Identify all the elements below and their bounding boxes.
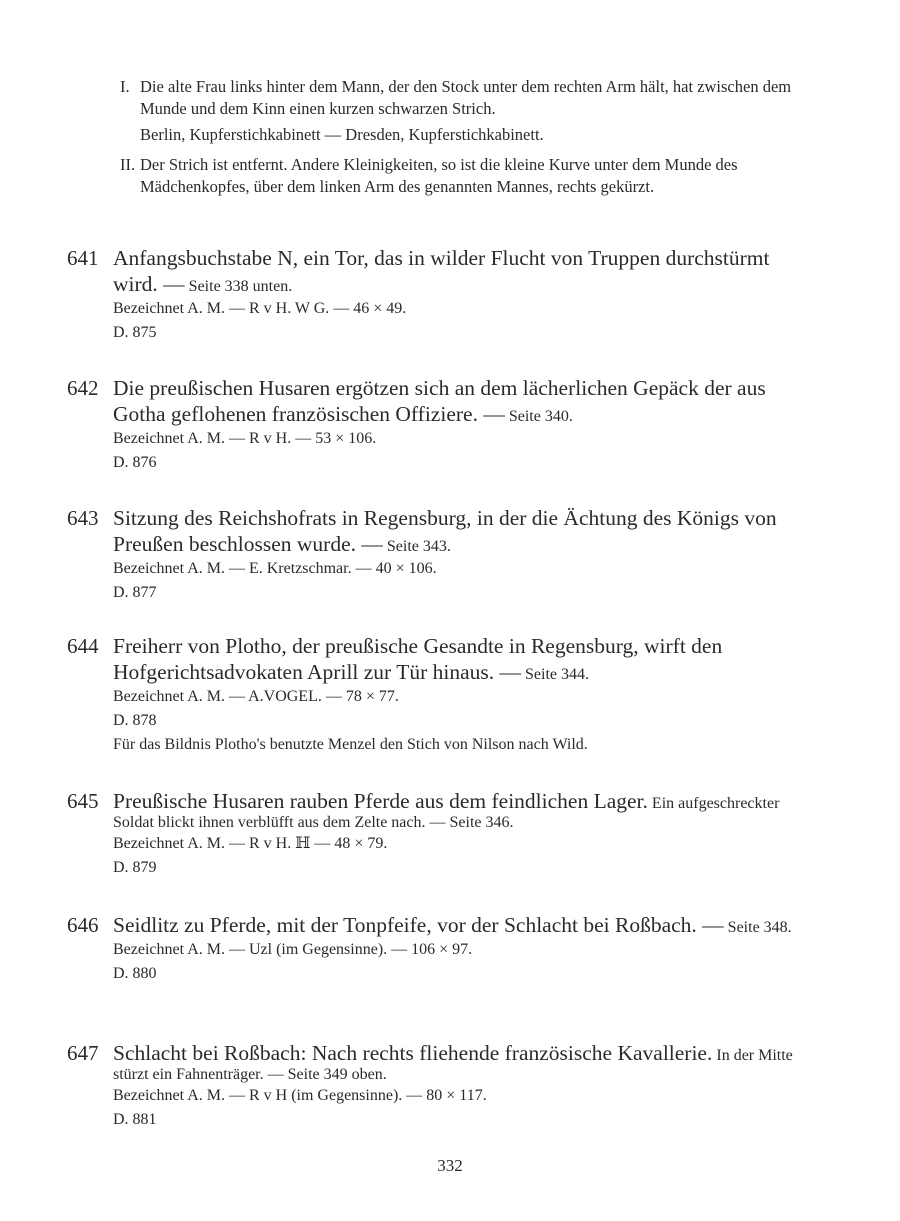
entry-number: 645 (67, 789, 99, 813)
entry-page-reference: Seite 338 unten. (188, 278, 293, 295)
catalog-entry (67, 505, 819, 605)
entry-signature: Bezeichnet A. M. — A.VOGEL. — 78 × 77. (113, 688, 399, 705)
entry-number: 642 (67, 376, 99, 400)
state-text: Der Strich ist entfernt. Andere Kleinigkeiten, so ist die kleine Kurve unter dem Munde des Mädchenkopfes, über dem linken Arm des genannten Mannes, rechts gekürzt. (140, 155, 738, 196)
state-number: I. (120, 77, 130, 96)
entry-signature: Bezeichnet A. M. — E. Kretzschmar. — 40 × 106. (113, 560, 437, 577)
entry-catalog-number: D. 879 (113, 859, 157, 876)
entry-page-reference: Seite 348. (727, 919, 792, 936)
entry-signature: Bezeichnet A. M. — R v H (im Gegensinne). — 80 × 117. (113, 1087, 487, 1104)
entry-title: Anfangsbuchstabe N, ein Tor, das in wilder Flucht von Truppen durchstürmt wird. — (113, 246, 770, 296)
entry-page-reference: Ein aufgeschreckter Soldat blickt ihnen verblüfft aus dem Zelte nach. — Seite 346. (113, 795, 780, 831)
entry-catalog-number: D. 876 (113, 454, 157, 471)
catalog-entry (67, 912, 819, 986)
entry-number: 646 (67, 913, 99, 937)
entry-catalog-number: D. 877 (113, 584, 157, 601)
entry-title: Seidlitz zu Pferde, mit der Tonpfeife, vor der Schlacht bei Roßbach. — (113, 913, 724, 937)
state-item (120, 154, 825, 198)
state-note: Berlin, Kupferstichkabinett — Dresden, Kupferstichkabinett. (140, 125, 544, 144)
entry-page-reference: In der Mitte stürzt ein Fahnenträger. — Seite 349 oben. (113, 1047, 793, 1083)
entry-catalog-number: D. 880 (113, 965, 157, 982)
entry-title: Schlacht bei Roßbach: Nach rechts fliehende französische Kavallerie. (113, 1041, 713, 1065)
page-number: 332 (437, 1156, 463, 1175)
entry-page-reference: Seite 344. (525, 666, 590, 683)
state-text: Die alte Frau links hinter dem Mann, der den Stock unter dem rechten Arm hält, hat zwischen dem Munde und dem Kinn einen kurzen schwarzen Strich. (140, 77, 792, 118)
state-number: II. (120, 155, 136, 174)
entry-title: Freiherr von Plotho, der preußische Gesandte in Regensburg, wirft den Hofgerichtsadvokaten Aprill zur Tür hinaus. — (113, 634, 723, 684)
entry-signature: Bezeichnet A. M. — R v H. — 53 × 106. (113, 430, 377, 447)
entry-signature: Bezeichnet A. M. — R v H. W G. — 46 × 49. (113, 300, 407, 317)
entry-page-reference: Seite 343. (386, 538, 451, 555)
entry-catalog-number: D. 881 (113, 1111, 157, 1128)
entry-number: 644 (67, 634, 99, 658)
entry-signature: Bezeichnet A. M. — R v H. ℍ — 48 × 79. (113, 835, 388, 852)
entry-number: 647 (67, 1041, 99, 1065)
state-item (120, 76, 825, 146)
catalog-entry (67, 788, 819, 880)
entry-catalog-number: D. 878 (113, 712, 157, 729)
entry-title: Sitzung des Reichshofrats in Regensburg, in der die Ächtung des Königs von Preußen beschlossen wurde. — (113, 506, 777, 556)
entry-number: 643 (67, 506, 99, 530)
entry-catalog-number: D. 875 (113, 324, 157, 341)
entry-note: Für das Bildnis Plotho's benutzte Menzel den Stich von Nilson nach Wild. (113, 736, 588, 753)
catalog-entry (67, 245, 819, 345)
entry-signature: Bezeichnet A. M. — Uzl (im Gegensinne). — 106 × 97. (113, 941, 473, 958)
catalog-entry (67, 633, 819, 757)
entry-title: Die preußischen Husaren ergötzen sich an dem lächerlichen Gepäck der aus Gotha geflohenen französischen Offiziere. — (113, 376, 766, 426)
catalog-entry (67, 1040, 819, 1132)
entry-number: 641 (67, 246, 99, 270)
print-states (120, 76, 825, 206)
entry-page-reference: Seite 340. (508, 408, 573, 425)
catalog-entry (67, 375, 819, 475)
entry-title: Preußische Husaren rauben Pferde aus dem feindlichen Lager. (113, 789, 648, 813)
